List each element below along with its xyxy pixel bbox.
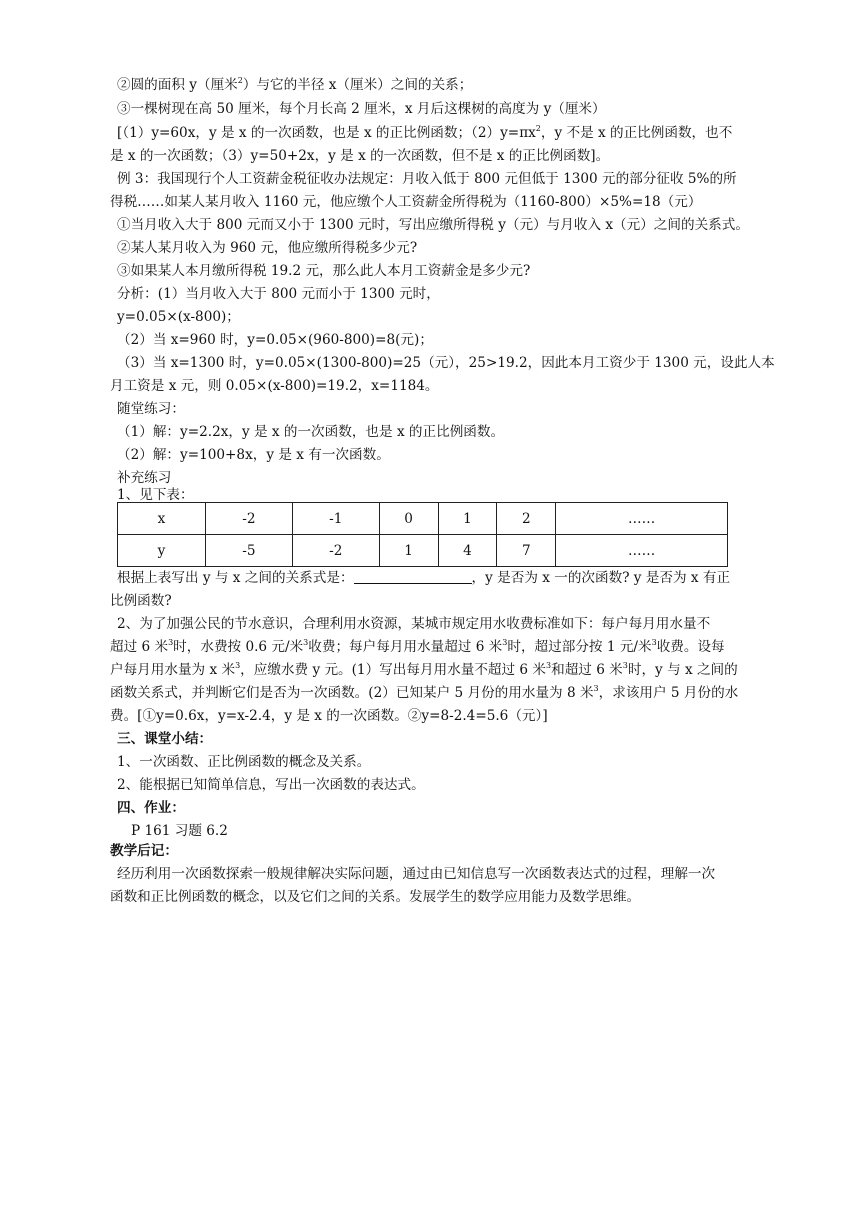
table-cell: -1 bbox=[292, 503, 379, 535]
section-heading: 教学后记： bbox=[110, 843, 178, 859]
table-row bbox=[118, 535, 728, 567]
text-line: [（1）y=60x，y 是 x 的一次函数，也是 x 的正比例函数；$(2)y=\pi x^2$，y 不是 x 的正比例函数，也不 bbox=[117, 124, 733, 141]
table-cell: y bbox=[118, 535, 206, 567]
text-line: 经历利用一次函数探索一般规律解决实际问题，通过由已知信息写一次函数表达式的过程，理解一次 bbox=[117, 866, 716, 882]
table-cell: -2 bbox=[292, 535, 379, 567]
text-line: 分析：(1）当月收入大于 800 元而小于 1300 元时， bbox=[117, 286, 440, 302]
table-cell: -2 bbox=[206, 503, 293, 535]
text-line: 根据上表写出 y 与 x 之间的关系式是： ，y 是否为 x 一的次函数? y 是否为 x 有正 bbox=[117, 570, 731, 586]
text-line: ②某人某月收入为 960 元，他应缴所得税多少元? bbox=[117, 240, 418, 256]
table-cell: 1 bbox=[438, 503, 497, 535]
text-line: ①当月收入大于 800 元而又小于 1300 元时，写出应缴所得税 y（元）与月收入 x（元）之间的关系式。 bbox=[117, 217, 749, 233]
text-line: 补充练习 bbox=[117, 470, 172, 486]
text-line: 月工资是 x 元，则 0.05×(x-800)=19.2，x=1184。 bbox=[110, 378, 439, 394]
text-line: ②圆的面积 y（厘米$^2$）与它的半径 x（厘米）之间的关系； bbox=[117, 76, 473, 93]
text-line: 函数关系式，并判断它们是否为一次函数。(2）已知某户 5 月份的用水量为 8 米$^3$，求该用户 5 月份的水 bbox=[110, 684, 739, 701]
text-line: 比例函数? bbox=[110, 593, 172, 609]
homework-line: P 161 习题 6.2 bbox=[131, 823, 228, 839]
table-cell: x bbox=[118, 503, 206, 535]
text-line: ③一棵树现在高 50 厘米，每个月长高 2 厘米，x 月后这棵树的高度为 y（厘米） bbox=[117, 101, 606, 117]
text-line: （2）解：y=100+8x，y 是 x 有一次函数。 bbox=[117, 447, 390, 463]
table-cell: 0 bbox=[379, 503, 438, 535]
text-line: （1）解：y=2.2x，y 是 x 的一次函数，也是 x 的正比例函数。 bbox=[117, 424, 505, 440]
text-line: 1、一次函数、正比例函数的概念及关系。 bbox=[117, 754, 371, 770]
table-cell: 7 bbox=[497, 535, 556, 567]
text-line: ③如果某人本月缴所得税 19.2 元，那么此人本月工资薪金是多少元? bbox=[117, 263, 531, 279]
text-line: y=0.05×(x-800)； bbox=[117, 309, 240, 325]
text-line: 随堂练习： bbox=[117, 401, 185, 417]
table-cell: -5 bbox=[206, 535, 293, 567]
text-line: 是 x 的一次函数；（3）y=50+2x，y 是 x 的一次函数，但不是 x 的正比例函数]。 bbox=[110, 148, 610, 164]
text-line: 超过 6 米$^3$时，水费按 0.6 元/米$^3$收费；每户每月用水量超过 6 米$^3$时，超过部分按 1 元/米$^3$收费。设每 bbox=[110, 638, 725, 655]
text-line: 得税……如某人某月收入 1160 元，他应缴个人工资薪金所得税为（1160-800）×5%=18（元） bbox=[110, 194, 702, 210]
answer-blank bbox=[354, 571, 472, 584]
text-line: 户每月用水量为 x 米$^3$，应缴水费 y 元。(1）写出每月用水量不超过 6 米$^3$和超过 6 米$^3$时，y 与 x 之间的 bbox=[110, 661, 738, 678]
table-row bbox=[118, 503, 728, 535]
table-cell: 4 bbox=[438, 535, 497, 567]
text-line: 费。[①y=0.6x，y=x-2.4，y 是 x 的一次函数。②y=8-2.4=5.6（元）] bbox=[110, 708, 548, 724]
text-line: 函数和正比例函数的概念，以及它们之间的关系。发展学生的数学应用能力及数学思维。 bbox=[110, 889, 641, 905]
value-table bbox=[117, 502, 728, 567]
text-line: 2、能根据已知简单信息，写出一次函数的表达式。 bbox=[117, 777, 425, 793]
text-line: 1、见下表： bbox=[117, 487, 194, 503]
text-line: （2）当 x=960 时，y=0.05×(960-800)=8(元)； bbox=[117, 332, 433, 348]
text-line: 2、为了加强公民的节水意识，合理利用水资源，某城市规定用水收费标准如下：每户每月用水量不 bbox=[117, 616, 711, 632]
table-cell: …… bbox=[556, 503, 728, 535]
section-heading: 三、课堂小结： bbox=[117, 731, 213, 747]
text-line: （3）当 x=1300 时，y=0.05×(1300-800)=25（元），25>19.2，因此本月工资少于 1300 元，设此人本 bbox=[117, 355, 775, 371]
table-cell: 1 bbox=[379, 535, 438, 567]
text-line: 例 3：我国现行个人工资薪金税征收办法规定：月收入低于 800 元但低于 1300 元的部分征收 5%的所 bbox=[117, 171, 737, 187]
table-cell: …… bbox=[556, 535, 728, 567]
section-heading: 四、作业： bbox=[117, 800, 185, 816]
table-cell: 2 bbox=[497, 503, 556, 535]
